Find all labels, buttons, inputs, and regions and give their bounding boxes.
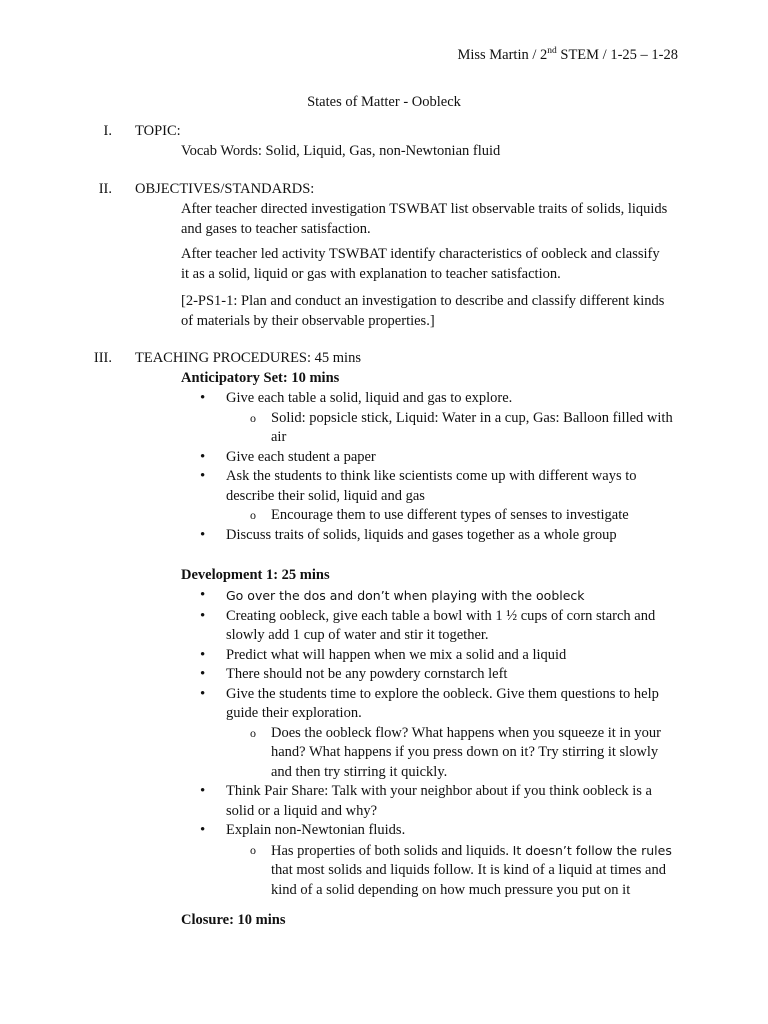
objective-paragraph: After teacher directed investigation TSWBAT list observable traits of solids, liquids and gases to teacher satisfaction. [181,201,668,237]
list-item [181,389,681,448]
header-ordinal-suffix: nd [547,46,557,56]
list-item [181,685,681,783]
section-numeral: I. [103,123,112,139]
list-item-text: Give the students time to explore the oobleck. Give them questions to help guide their exploration. [226,685,659,721]
closure-heading: Closure: 10 mins [181,912,286,928]
list-item-text: Go over the dos and don’t when playing with the oobleck [226,588,585,603]
section-numeral: II. [98,181,112,197]
sub-list [226,724,681,783]
list-item-text: Ask the students to think like scientists come up with different ways to describe their solid, liquid and gas [226,468,637,504]
list-item: • Predict what will happen when we mix a solid and a liquid [181,646,681,666]
page-header [457,46,678,66]
anticipatory-set-list [181,389,681,545]
list-item [181,821,681,900]
list-item: • Give each student a paper [181,448,681,468]
vocab-words: Vocab Words: Solid, Liquid, Gas, non-Newtonian fluid [181,143,501,159]
header-teacher-grade: Miss Martin / 2 [457,47,548,63]
list-item: • Creating oobleck, give each table a bowl with 1 ½ cups of corn starch and slowly add 1 cup of water and stir it together. [181,607,681,646]
list-item [181,467,681,526]
sub-item-text: that most solids and liquids follow. It is kind of a liquid at times and kind of a solid depending on how much pressure you put on it [271,862,666,898]
section-heading: TOPIC: [135,123,181,139]
sub-list [226,841,681,901]
anticipatory-set-heading: Anticipatory Set: 10 mins [181,370,340,386]
list-item: • Think Pair Share: Talk with your neighbor about if you think oobleck is a solid or a liquid and why? [181,782,681,821]
sub-item-text: Has properties of both solids and liquids. [271,842,513,859]
sub-item-text-alt-font: It doesn’t follow the rules [512,842,672,858]
section-numeral: III. [93,350,112,366]
sub-list-item: o Does the oobleck flow? What happens when you squeeze it in your hand? What happens if you press down on it? Try stirring it slowly and then try stirring it quickly. [226,724,681,783]
objective-paragraph: After teacher led activity TSWBAT identify characteristics of oobleck and classify it as a solid, liquid or gas with explanation to teacher satisfaction. [181,246,660,282]
list-item-text: Explain non-Newtonian fluids. [226,822,406,838]
development-list [181,586,681,900]
header-class-dates: STEM / 1-25 – 1-28 [556,47,678,63]
list-item: • Discuss traits of solids, liquids and gases together as a whole group [181,526,681,546]
section-heading: TEACHING PROCEDURES: 45 mins [135,350,361,366]
sub-list [226,506,681,526]
standard-paragraph: [2-PS1-1: Plan and conduct an investigation to describe and classify different kinds of materials by their observable properties.] [181,293,665,329]
list-item: • There should not be any powdery cornstarch left [181,665,681,685]
document-title: States of Matter - Oobleck [307,94,461,110]
section-heading: OBJECTIVES/STANDARDS: [135,181,315,197]
list-item [181,586,681,607]
list-item-text: Give each table a solid, liquid and gas to explore. [226,390,513,406]
sub-list-item [226,841,681,901]
sub-list-item: o Solid: popsicle stick, Liquid: Water in a cup, Gas: Balloon filled with air [226,409,681,448]
sub-list [226,409,681,448]
development-heading: Development 1: 25 mins [181,567,330,583]
sub-list-item: o Encourage them to use different types of senses to investigate [226,506,681,526]
